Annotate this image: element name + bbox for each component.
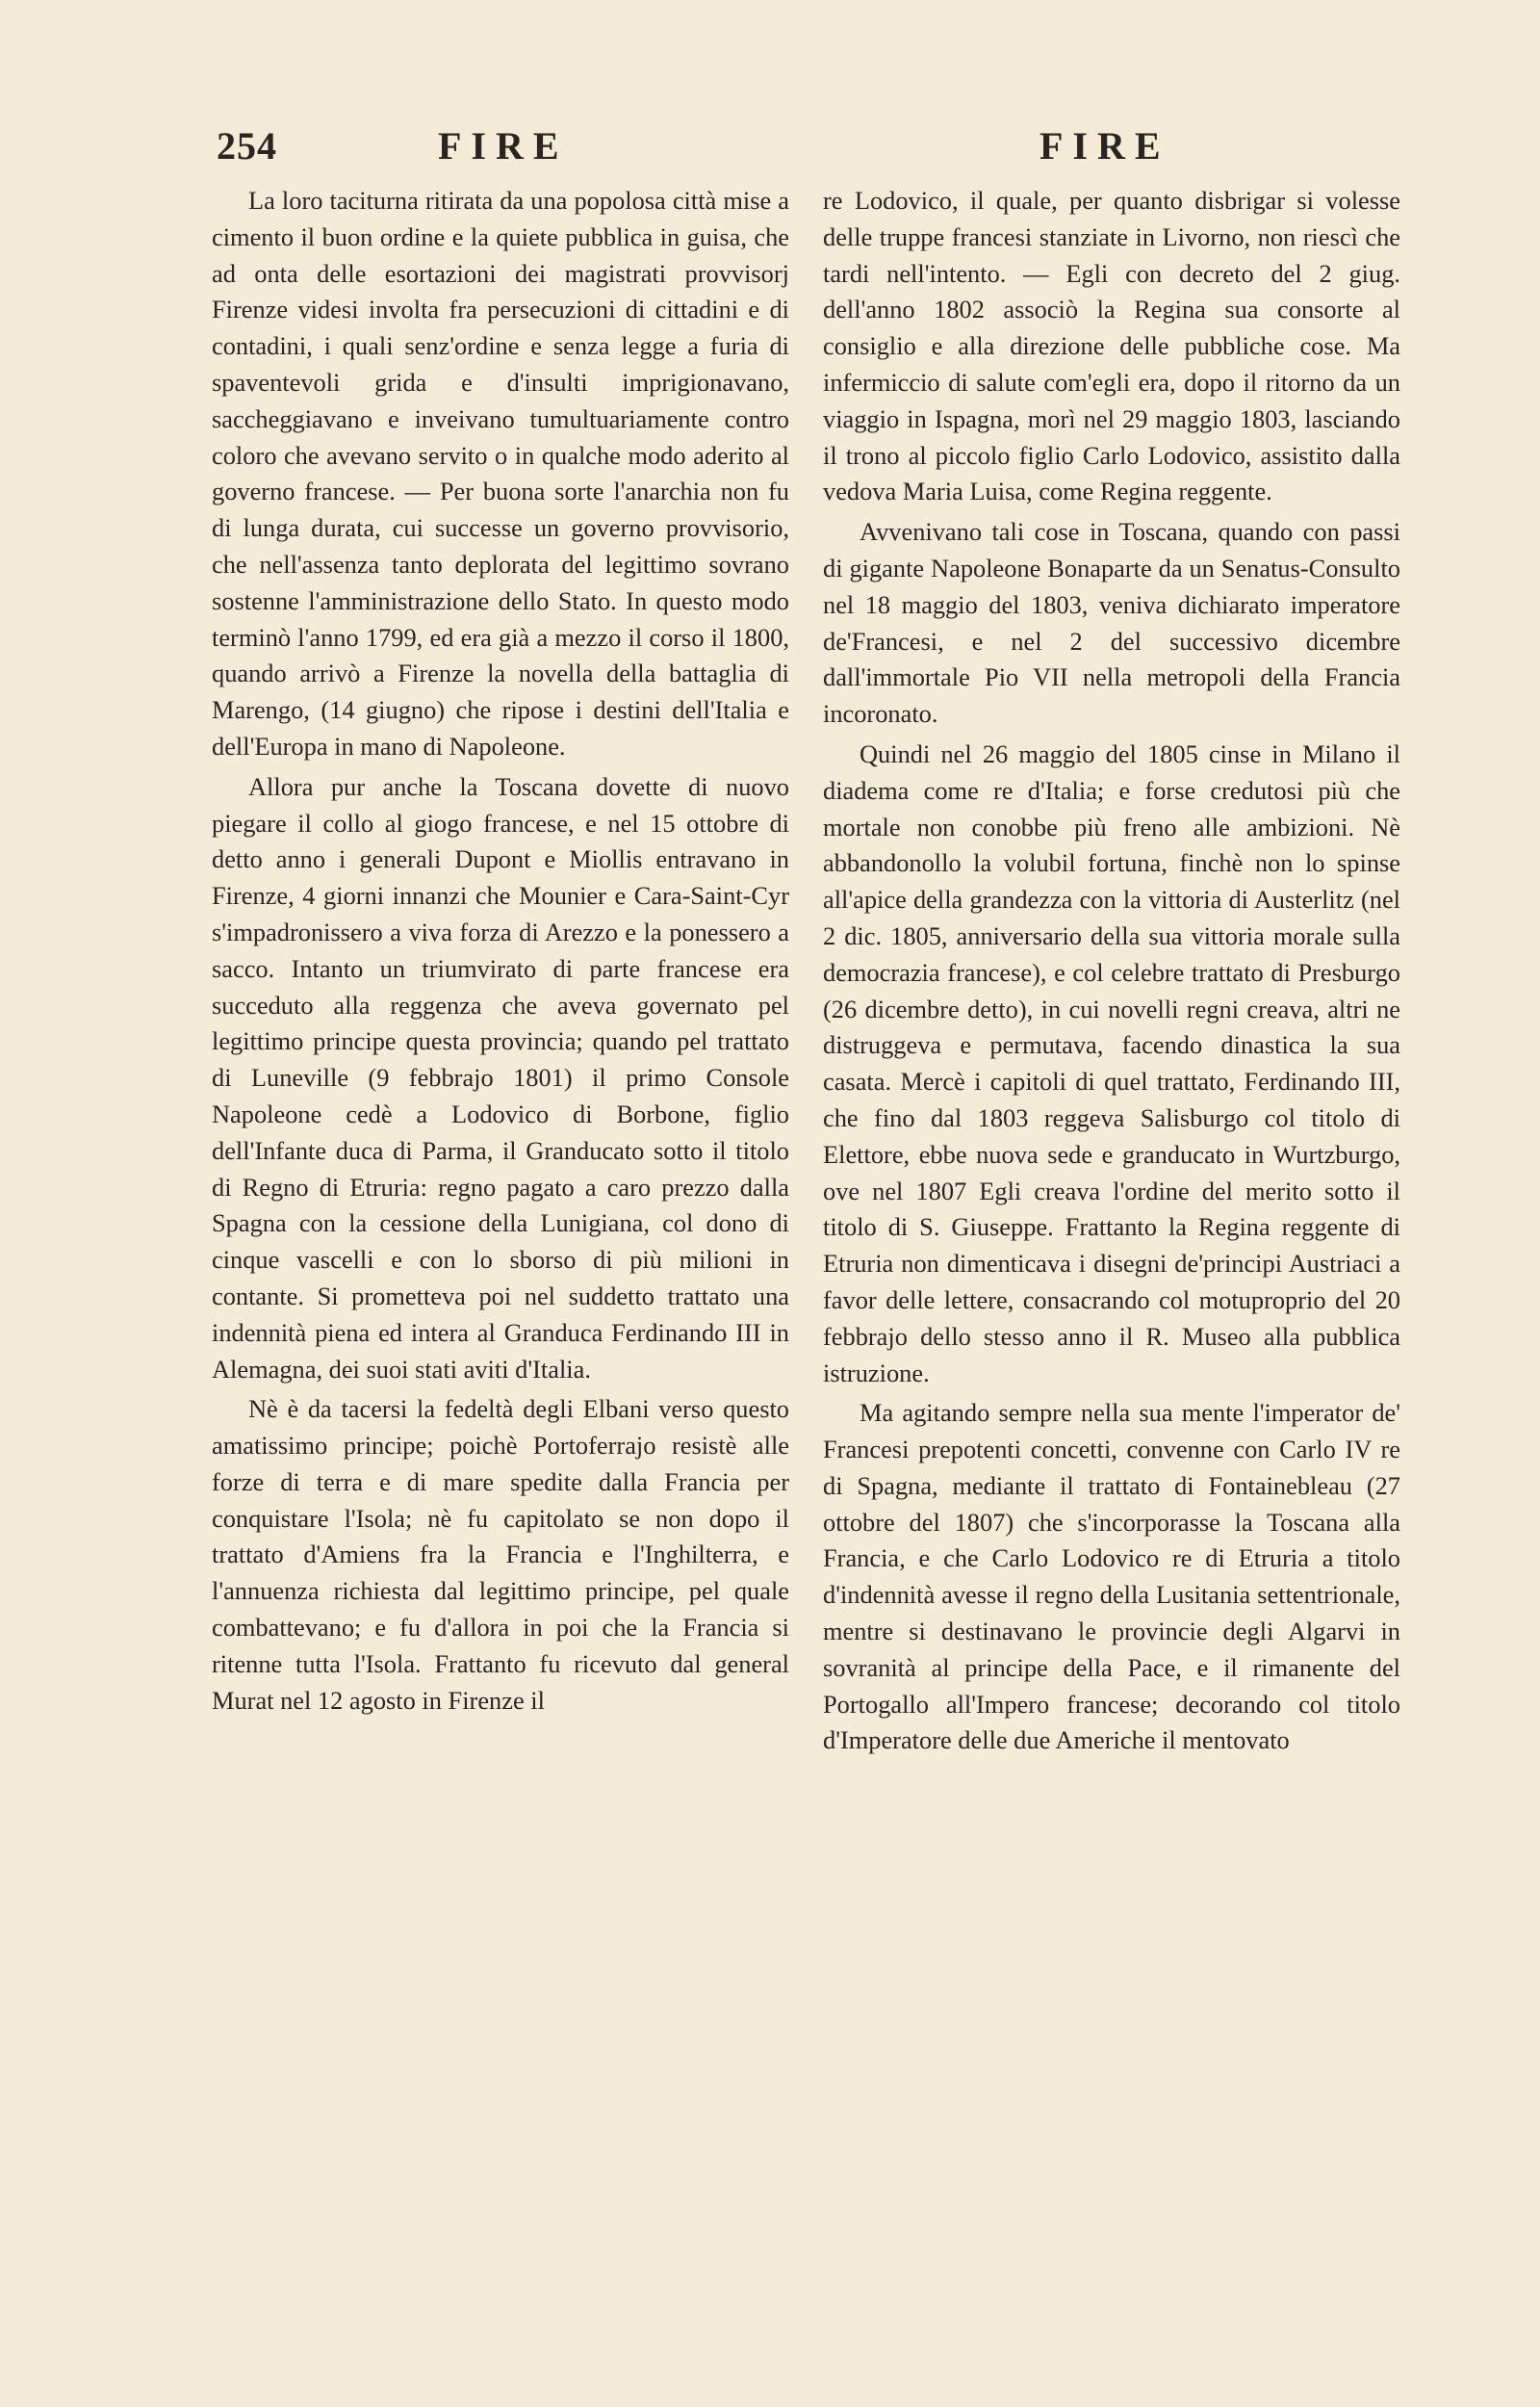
page-number: 254 bbox=[217, 124, 277, 168]
left-column bbox=[212, 183, 789, 1719]
paragraph: La loro taciturna ritirata da una popolosa città mise a cimento il buon ordine e la quiete pubblica in guisa, che ad onta delle esortazioni dei magistrati provvisorj Firenze videsi involta fra persecuzioni di cittadini e di contadini, i quali senz'ordine e senza legge a furia di spaventevoli grida e d'insulti imprigionavano, saccheggiavano e inveivano tumultuariamente contro coloro che avevano servito o in qualche modo aderito al governo francese. — Per buona sorte l'anarchia non fu di lunga durata, cui successe un governo provvisorio, che nell'assenza tanto deplorata del legittimo sovrano sostenne l'amministrazione dello Stato. In questo modo terminò l'anno 1799, ed era già a mezzo il corso il 1800, quando arrivò a Firenze la novella della battaglia di Marengo, (14 giugno) che ripose i destini dell'Italia e dell'Europa in mano di Napoleone. bbox=[212, 186, 789, 761]
running-head bbox=[217, 123, 1338, 181]
running-title-right: FIRE bbox=[1040, 124, 1170, 168]
paragraph: Nè è da tacersi la fedeltà degli Elbani verso questo amatissimo principe; poichè Portoferrajo resistè alle forze di terra e di mare spedite dalla Francia per conquistare l'Isola; nè fu capitolato se non dopo il trattato d'Amiens fra la Francia e l'Inghilterra, e l'annuenza richiesta dal legittimo principe, pel quale combattevano; e fu d'allora in poi che la Francia si ritenne tutta l'Isola. Frattanto fu ricevuto dal general Murat nel 12 agosto in Firenze il bbox=[212, 1394, 789, 1715]
paragraph: Ma agitando sempre nella sua mente l'imperator de' Francesi prepotenti concetti, convenne con Carlo IV re di Spagna, mediante il trattato di Fontainebleau (27 ottobre del 1807) che s'incorporasse la Toscana alla Francia, e che Carlo Lodovico re di Etruria a titolo d'indennità avesse il regno della Lusitania settentrionale, mentre si destinavano le provincie degli Algarvi in sovranità al principe della Pace, e il rimanente del Portogallo all'Impero francese; decorando col titolo d'Imperatore delle due Americhe il mentovato bbox=[823, 1398, 1400, 1755]
paragraph: Avvenivano tali cose in Toscana, quando con passi di gigante Napoleone Bonaparte da un Senatus-Consulto nel 18 maggio del 1803, veniva dichiarato imperatore de'Francesi, e nel 2 del successivo dicembre dall'immortale Pio VII nella metropoli della Francia incoronato. bbox=[823, 517, 1400, 729]
paragraph: Quindi nel 26 maggio del 1805 cinse in Milano il diadema come re d'Italia; e forse credutosi più che mortale non conobbe più freno alle ambizioni. Nè abbandonollo la volubil fortuna, finchè non lo spinse all'apice della grandezza con la vittoria di Austerlitz (nel 2 dic. 1805, anniversario della sua vittoria morale sulla democrazia francese), e col celebre trattato di Presburgo (26 dicembre detto), in cui novelli regni creava, altri ne distruggeva e permutava, facendo dinastica la sua casata. Mercè i capitoli di quel trattato, Ferdinando III, che fino dal 1803 reggeva Salisburgo col titolo di Elettore, ebbe nuova sede e granducato in Wurtzburgo, ove nel 1807 Egli creava l'ordine del merito sotto il titolo di S. Giuseppe. Frattanto la Regina reggente di Etruria non dimenticava i disegni de'principi Austriaci a favor delle lettere, consacrando col motuproprio del 20 febbrajo dello stesso anno il R. Museo alla pubblica istruzione. bbox=[823, 738, 1400, 1387]
running-title-left: FIRE bbox=[438, 124, 569, 168]
paragraph: re Lodovico, il quale, per quanto disbrigar si volesse delle truppe francesi stanziate in Livorno, non riescì che tardi nell'intento. — Egli con decreto del 2 giug. dell'anno 1802 associò la Regina sua consorte al consiglio e alla direzione delle pubbliche cose. Ma infermiccio di salute com'egli era, dopo il ritorno da un viaggio in Ispagna, morì nel 29 maggio 1803, lasciando il trono al piccolo figlio Carlo Lodovico, assistito dalla vedova Maria Luisa, come Regina reggente. bbox=[823, 186, 1400, 506]
paragraph: Allora pur anche la Toscana dovette di nuovo piegare il collo al giogo francese, e nel 15 ottobre di detto anno i generali Dupont e Miollis entravano in Firenze, 4 giorni innanzi che Mounier e Cara-Saint-Cyr s'impadronissero a viva forza di Arezzo e la ponessero a sacco. Intanto un triumvirato di parte francese era succeduto alla reggenza che aveva governato pel legittimo principe questa provincia; quando pel trattato di Luneville (9 febbrajo 1801) il primo Console Napoleone cedè a Lodovico di Borbone, figlio dell'Infante duca di Parma, il Granducato sotto il titolo di Regno di Etruria: regno pagato a caro prezzo dalla Spagna con la cessione della Lunigiana, col dono di cinque vascelli e con lo sborso di più milioni in contante. Si prometteva poi nel suddetto trattato una indennità piena ed intera al Granduca Ferdinando III in Alemagna, dei suoi stati aviti d'Italia. bbox=[212, 771, 789, 1384]
right-column bbox=[823, 183, 1400, 1759]
